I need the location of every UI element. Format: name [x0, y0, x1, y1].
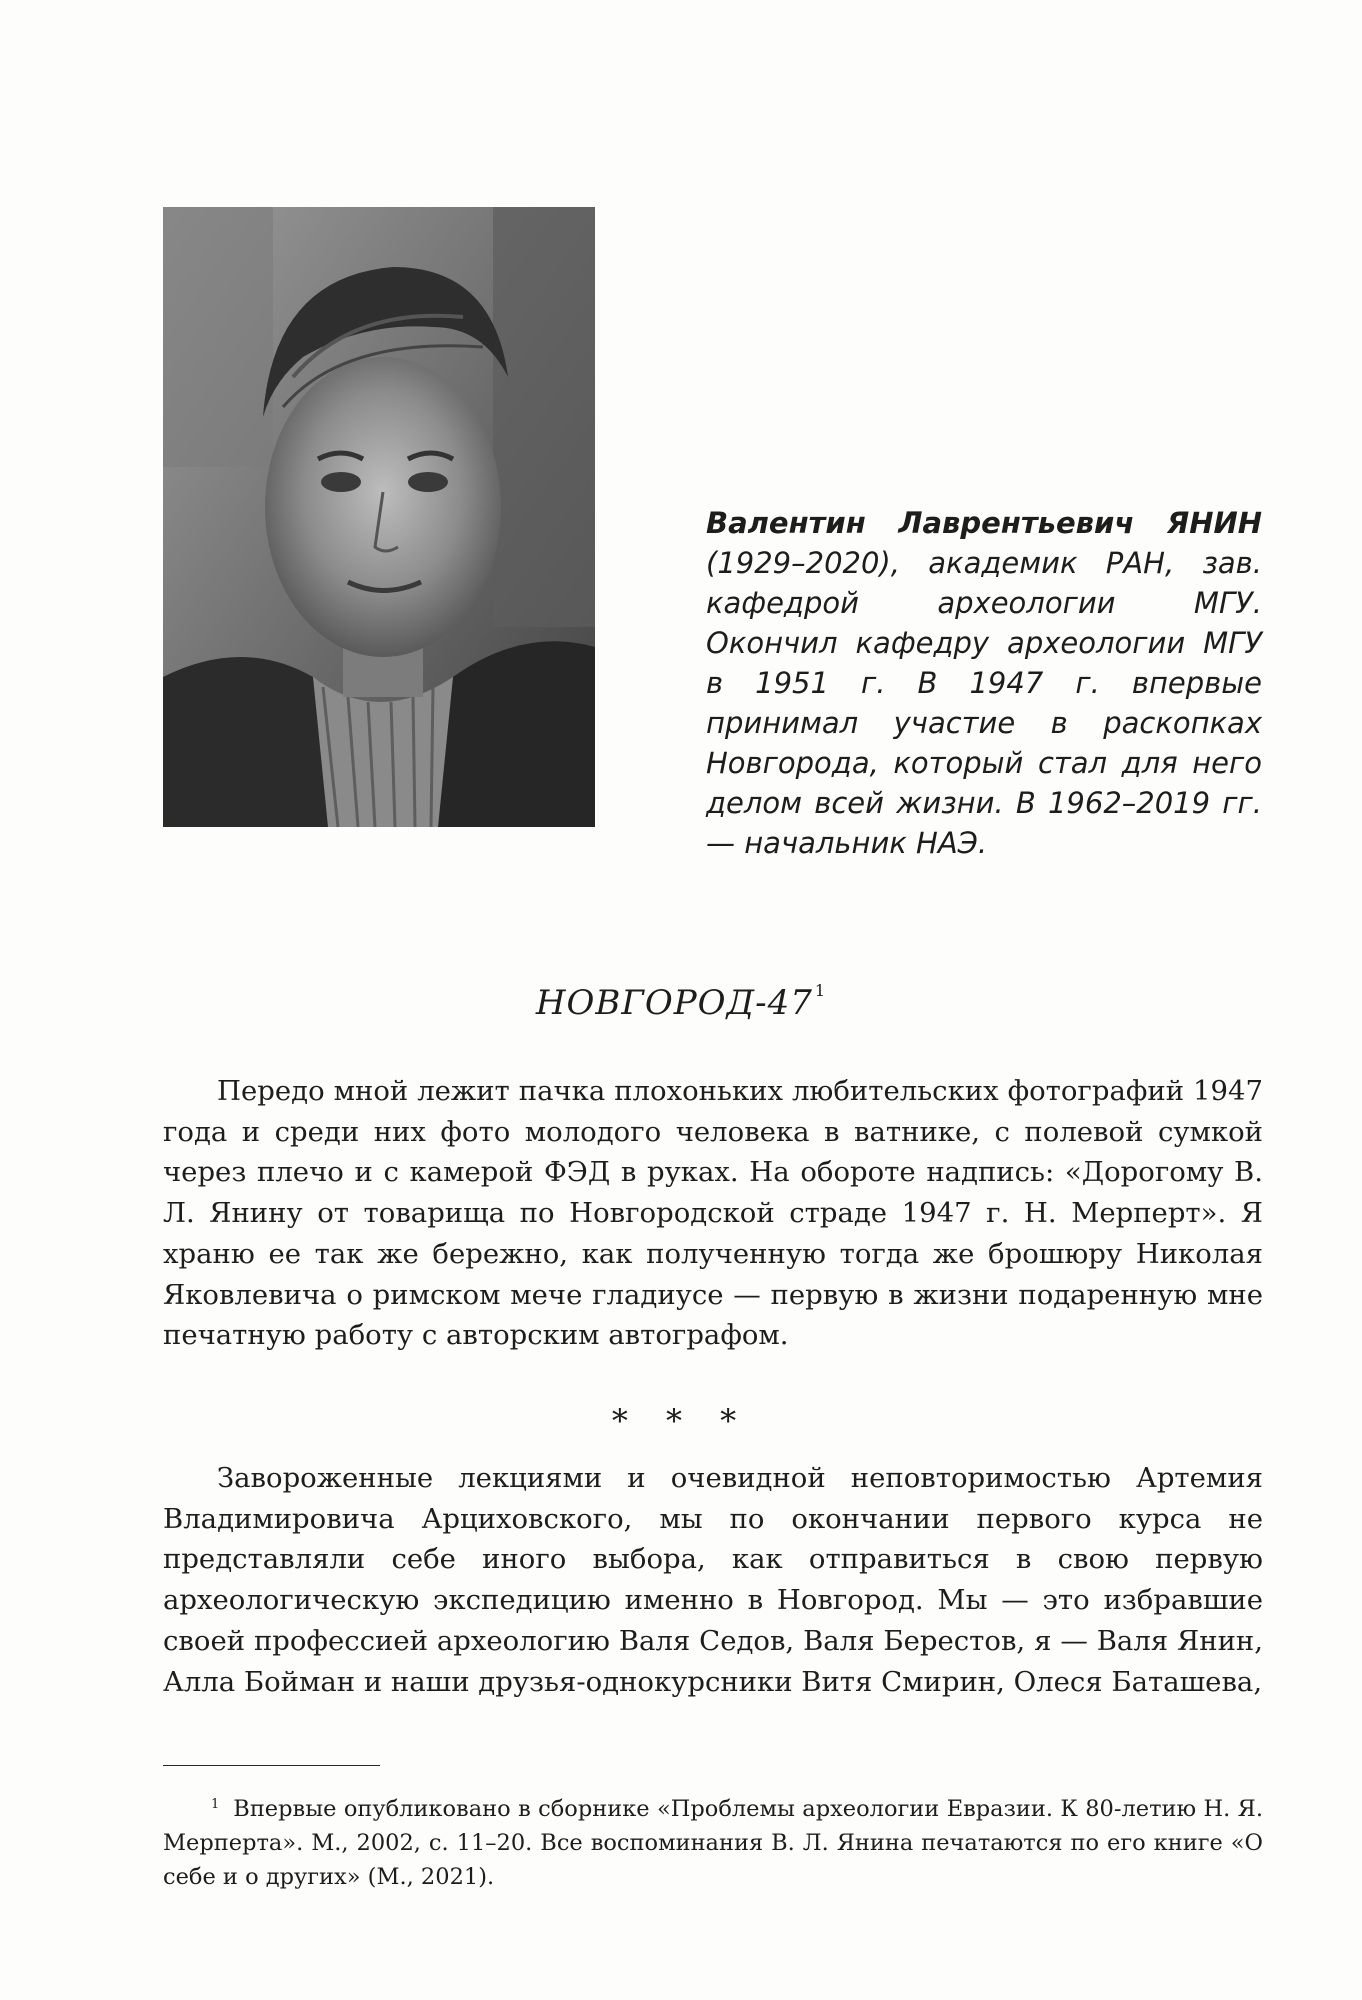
article-title — [0, 981, 1362, 1023]
footnote-mark: 1 — [211, 1797, 220, 1812]
paragraph-1: Передо мной лежит пачка плохоньких любительских фотографий 1947 года и среди них фото молодого человека в ватнике, с полевой сумкой через плечо и с камерой ФЭД в руках. На обороте надпись: «Дорогому В. Л. Янину от товарища по Новгородской страде 1947 г. Н. Мерперт». Я храню ее так же бережно, как полученную тогда же брошюру Николая Яковлевича о римском мече гладиусе — первую в жизни подаренную мне печатную работу с авторским автографом. — [163, 1075, 1263, 1352]
article-title-text: НОВГОРОД-47 — [535, 983, 813, 1023]
section-separator: * * * — [611, 1402, 751, 1440]
caption-person-name: Валентин Лаврентьевич ЯНИН — [706, 506, 1262, 540]
portrait-photo — [163, 207, 595, 827]
footnote-reference-mark[interactable]: 1 — [814, 981, 827, 1000]
paragraph-2: Завороженные лекциями и очевидной неповторимостью Артемия Владимировича Арциховского, мы по окончании первого курса не представляли себе иного выбора, как отправиться в свою первую археологическую экспедицию именно в Новгород. Мы — это избравшие своей профессией археологию Валя Седов, Валя Берестов, я — Валя Янин, Алла Бойман и наши друзья-однокурсники Витя Смирин, Олеся Баташева, — [163, 1462, 1263, 1698]
footnote — [163, 1788, 1263, 1894]
portrait-photo-icon — [163, 207, 595, 827]
footnote-divider — [163, 1765, 380, 1766]
caption-biography: (1929–2020), академик РАН, зав. кафедрой археологии МГУ. Окончил кафедру археологии МГУ в 1951 г. В 1947 г. впервые принимал участие в раскопках Новгорода, который стал для него делом всей жизни. В 1962–2019 гг. — начальник НАЭ. — [706, 546, 1262, 860]
footnote-text: Впервые опубликовано в сборнике «Проблемы археологии Евразии. К 80-летию Н. Я. Мерперта». М., 2002, с. 11–20. Все воспоминания В. Л. Янина печатаются по его книге «О себе и о других» (М., 2021). — [163, 1796, 1263, 1890]
photo-caption — [706, 503, 1262, 863]
